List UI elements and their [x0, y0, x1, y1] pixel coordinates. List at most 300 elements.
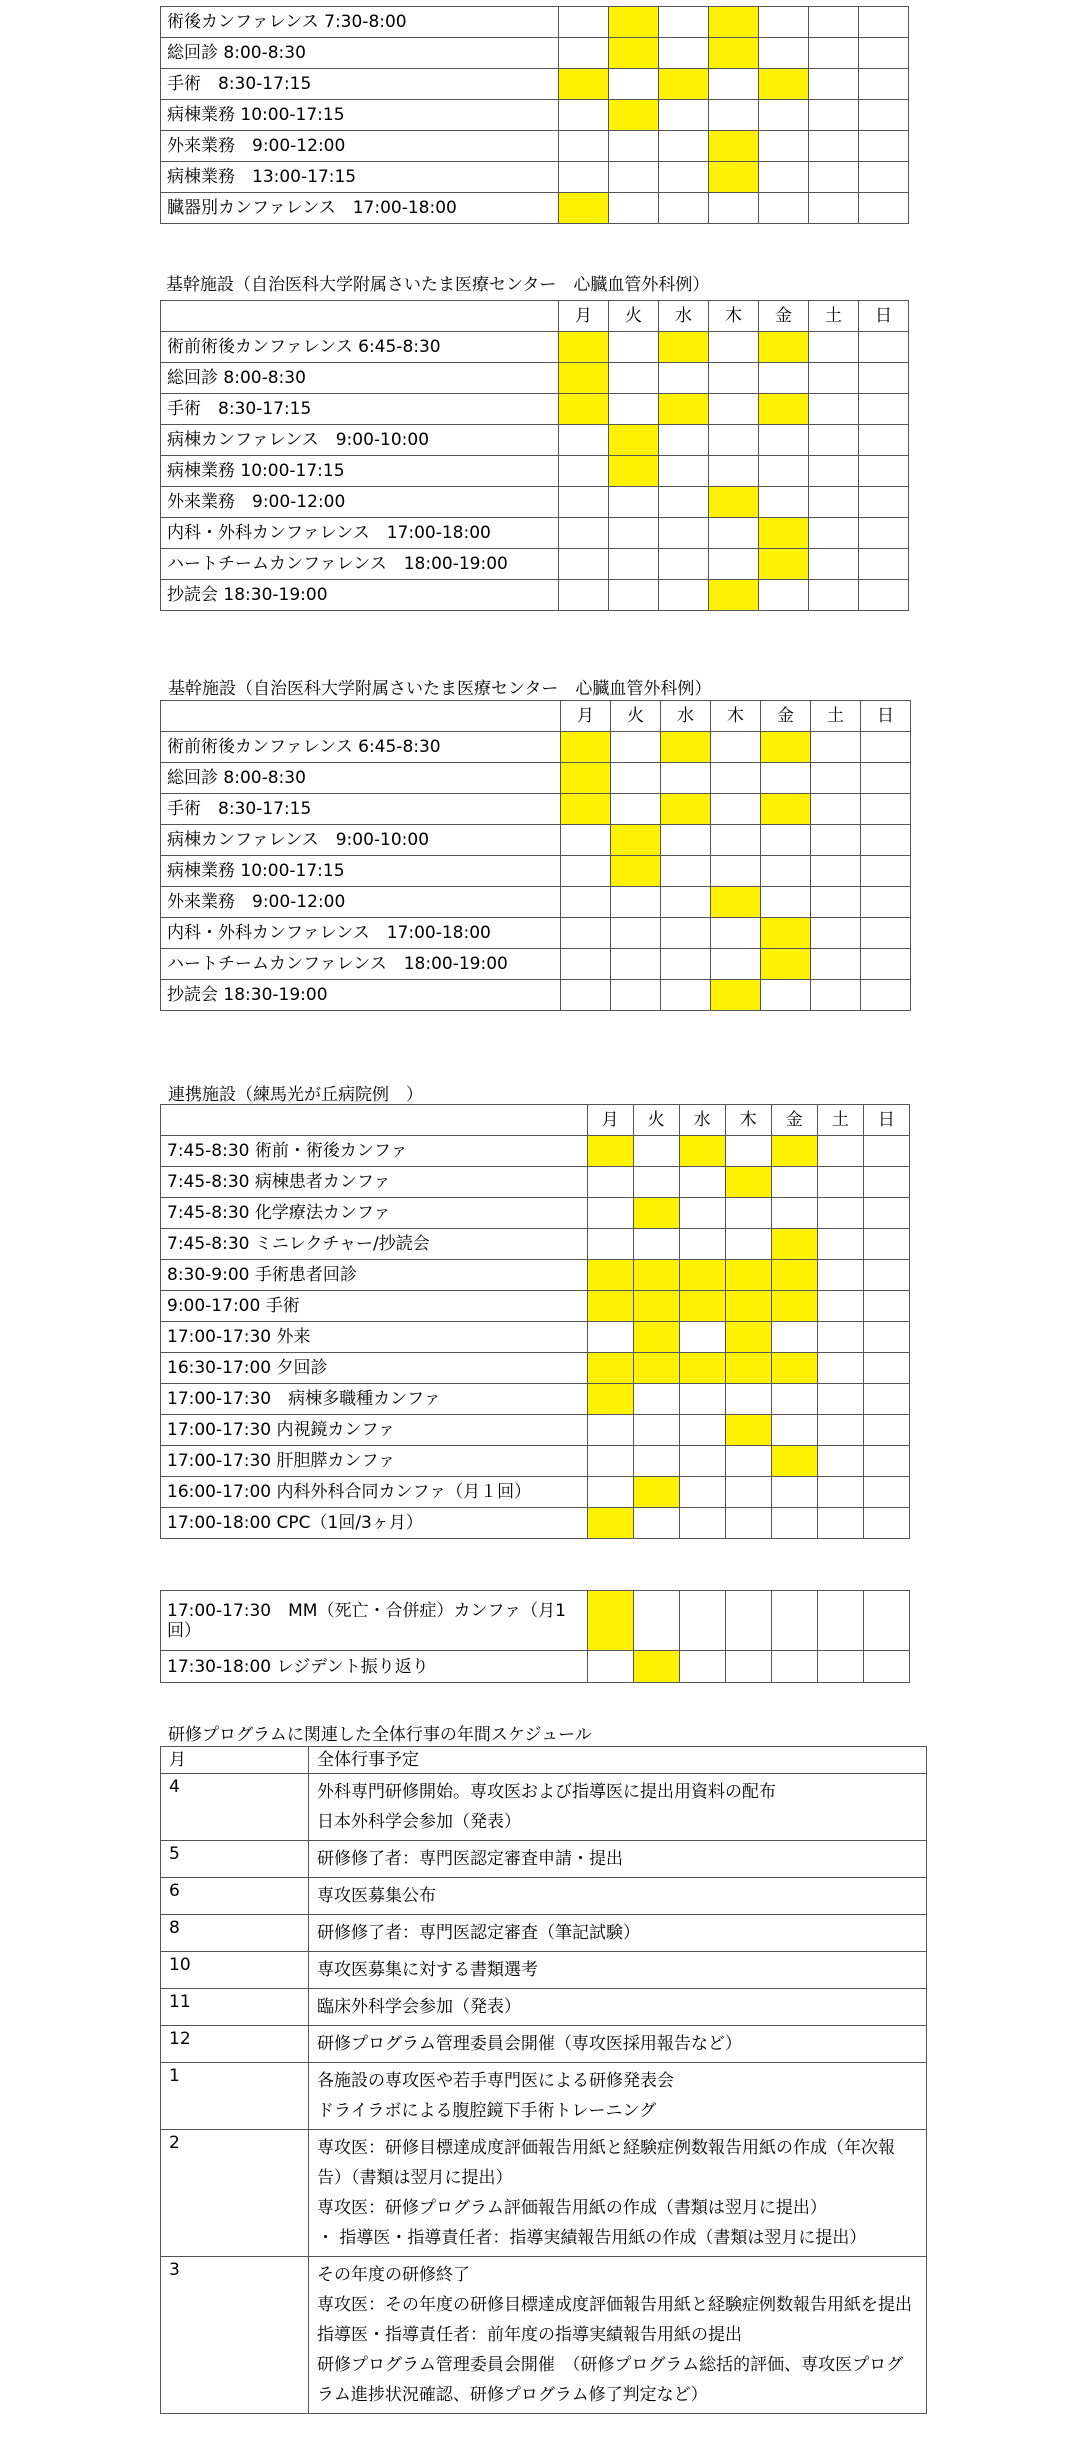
schedule-row	[161, 1167, 910, 1198]
day-cell	[633, 1167, 679, 1198]
day-cell	[811, 825, 861, 856]
schedule-row	[161, 332, 909, 363]
month-cell: 2	[161, 2130, 309, 2257]
weekday-header-row	[161, 1105, 910, 1136]
activity-label: 17:00-17:30 内視鏡カンファ	[161, 1415, 588, 1446]
day-cell	[759, 580, 809, 611]
day-cell	[817, 1415, 863, 1446]
day-cell	[561, 856, 611, 887]
annual-caption: 研修プログラムに関連した全体行事の年間スケジュール	[168, 1725, 592, 1745]
schedule-row	[161, 518, 909, 549]
day-cell	[725, 1136, 771, 1167]
schedule-row	[161, 1353, 910, 1384]
schedule-row	[161, 825, 911, 856]
annual-row	[161, 1878, 927, 1915]
day-cell	[609, 580, 659, 611]
scheduled-day-cell	[709, 580, 759, 611]
events-cell	[309, 1774, 927, 1841]
weekday-header: 金	[761, 701, 811, 732]
schedule-row	[161, 1229, 910, 1260]
schedule-row	[161, 1591, 910, 1651]
schedule-row	[161, 732, 911, 763]
day-cell	[725, 1508, 771, 1539]
day-cell	[633, 1415, 679, 1446]
day-cell	[809, 69, 859, 100]
day-cell	[759, 456, 809, 487]
day-cell	[811, 918, 861, 949]
day-cell	[709, 549, 759, 580]
activity-label: 臓器別カンファレンス 17:00-18:00	[161, 193, 559, 224]
day-cell	[709, 332, 759, 363]
schedule-table-2	[160, 300, 909, 611]
activity-label: 17:00-17:30 外来	[161, 1322, 588, 1353]
schedule-row	[161, 193, 909, 224]
day-cell	[771, 1415, 817, 1446]
scheduled-day-cell	[587, 1136, 633, 1167]
day-cell	[559, 456, 609, 487]
schedule-table-1	[160, 6, 909, 224]
day-cell	[661, 980, 711, 1011]
day-cell	[809, 7, 859, 38]
day-cell	[659, 162, 709, 193]
day-cell	[817, 1508, 863, 1539]
day-cell	[771, 1477, 817, 1508]
schedule-row	[161, 1260, 910, 1291]
weekday-header: 日	[863, 1105, 909, 1136]
scheduled-day-cell	[709, 162, 759, 193]
schedule-row	[161, 1198, 910, 1229]
annual-row	[161, 2130, 927, 2257]
day-cell	[559, 518, 609, 549]
day-cell	[659, 131, 709, 162]
event-item: 各施設の専攻医や若手専門医による研修発表会	[317, 2071, 674, 2091]
scheduled-day-cell	[709, 487, 759, 518]
scheduled-day-cell	[771, 1229, 817, 1260]
day-cell	[587, 1446, 633, 1477]
scheduled-day-cell	[561, 732, 611, 763]
day-cell	[561, 825, 611, 856]
activity-label: 総回診 8:00-8:30	[161, 363, 559, 394]
day-cell	[861, 794, 911, 825]
day-cell	[679, 1508, 725, 1539]
day-cell	[661, 887, 711, 918]
day-cell	[817, 1591, 863, 1651]
weekday-header-row	[161, 301, 909, 332]
day-cell	[817, 1384, 863, 1415]
day-cell	[709, 518, 759, 549]
schedule-row	[161, 794, 911, 825]
day-cell	[771, 1508, 817, 1539]
day-cell	[863, 1167, 909, 1198]
activity-label: 7:45-8:30 ミニレクチャー/抄読会	[161, 1229, 588, 1260]
schedule-row	[161, 487, 909, 518]
scheduled-day-cell	[725, 1353, 771, 1384]
activity-label: 病棟業務 10:00-17:15	[161, 456, 559, 487]
day-cell	[859, 193, 909, 224]
day-cell	[679, 1322, 725, 1353]
day-cell	[633, 1446, 679, 1477]
activity-label: 術前術後カンファレンス 6:45-8:30	[161, 732, 561, 763]
scheduled-day-cell	[633, 1322, 679, 1353]
day-cell	[861, 763, 911, 794]
annual-row	[161, 1915, 927, 1952]
schedule-row	[161, 1384, 910, 1415]
scheduled-day-cell	[771, 1446, 817, 1477]
day-cell	[611, 794, 661, 825]
day-cell	[817, 1136, 863, 1167]
event-item: 専攻医募集に対する書類選考	[317, 1960, 538, 1980]
month-cell: 5	[161, 1841, 309, 1878]
scheduled-day-cell	[633, 1198, 679, 1229]
activity-label: 8:30-9:00 手術患者回診	[161, 1260, 588, 1291]
day-cell	[609, 394, 659, 425]
scheduled-day-cell	[761, 949, 811, 980]
day-cell	[709, 394, 759, 425]
day-cell	[559, 580, 609, 611]
scheduled-day-cell	[679, 1353, 725, 1384]
schedule-caption-4: 連携施設（練馬光が丘病院例 ）	[168, 1085, 423, 1105]
schedule-row	[161, 918, 911, 949]
day-cell	[861, 980, 911, 1011]
day-cell	[661, 825, 711, 856]
weekday-header: 月	[559, 301, 609, 332]
day-cell	[817, 1260, 863, 1291]
activity-label: 7:45-8:30 化学療法カンファ	[161, 1198, 588, 1229]
events-header: 全体行事予定	[309, 1747, 927, 1774]
schedule-row	[161, 763, 911, 794]
day-cell	[633, 1508, 679, 1539]
header-blank-cell	[161, 1105, 588, 1136]
schedule-row	[161, 1651, 910, 1683]
annual-row	[161, 1774, 927, 1841]
day-cell	[659, 549, 709, 580]
scheduled-day-cell	[587, 1291, 633, 1322]
weekday-header: 日	[859, 301, 909, 332]
schedule-row	[161, 38, 909, 69]
scheduled-day-cell	[725, 1260, 771, 1291]
day-cell	[811, 949, 861, 980]
scheduled-day-cell	[711, 887, 761, 918]
day-cell	[559, 549, 609, 580]
scheduled-day-cell	[761, 794, 811, 825]
day-cell	[859, 100, 909, 131]
day-cell	[809, 487, 859, 518]
day-cell	[725, 1651, 771, 1683]
day-cell	[561, 949, 611, 980]
scheduled-day-cell	[759, 518, 809, 549]
event-item: 指導医・指導責任者：前年度の指導実績報告用紙の提出	[317, 2325, 742, 2345]
day-cell	[771, 1198, 817, 1229]
day-cell	[863, 1198, 909, 1229]
day-cell	[811, 794, 861, 825]
day-cell	[587, 1651, 633, 1683]
scheduled-day-cell	[771, 1136, 817, 1167]
scheduled-day-cell	[609, 100, 659, 131]
scheduled-day-cell	[679, 1260, 725, 1291]
day-cell	[809, 518, 859, 549]
day-cell	[711, 949, 761, 980]
activity-label: 術後カンファレンス 7:30-8:00	[161, 7, 559, 38]
weekday-header: 月	[587, 1105, 633, 1136]
day-cell	[759, 7, 809, 38]
day-cell	[633, 1136, 679, 1167]
day-cell	[771, 1167, 817, 1198]
day-cell	[709, 363, 759, 394]
day-cell	[761, 980, 811, 1011]
day-cell	[859, 394, 909, 425]
day-cell	[659, 425, 709, 456]
day-cell	[863, 1322, 909, 1353]
day-cell	[559, 425, 609, 456]
events-cell	[309, 1878, 927, 1915]
day-cell	[725, 1446, 771, 1477]
day-cell	[761, 856, 811, 887]
day-cell	[809, 394, 859, 425]
day-cell	[863, 1291, 909, 1322]
day-cell	[609, 487, 659, 518]
day-cell	[725, 1591, 771, 1651]
day-cell	[661, 763, 711, 794]
day-cell	[771, 1384, 817, 1415]
scheduled-day-cell	[587, 1260, 633, 1291]
day-cell	[679, 1384, 725, 1415]
day-cell	[679, 1651, 725, 1683]
day-cell	[611, 980, 661, 1011]
schedule-row	[161, 549, 909, 580]
scheduled-day-cell	[771, 1291, 817, 1322]
day-cell	[561, 980, 611, 1011]
day-cell	[811, 732, 861, 763]
activity-label: 手術 8:30-17:15	[161, 69, 559, 100]
day-cell	[863, 1415, 909, 1446]
activity-label: 17:30-18:00 レジデント振り返り	[161, 1651, 588, 1683]
day-cell	[859, 549, 909, 580]
annual-header-row	[161, 1747, 927, 1774]
day-cell	[817, 1477, 863, 1508]
day-cell	[559, 7, 609, 38]
schedule-table-4	[160, 1104, 910, 1539]
day-cell	[863, 1353, 909, 1384]
day-cell	[587, 1198, 633, 1229]
event-item: 専攻医募集公布	[317, 1886, 436, 1906]
day-cell	[809, 100, 859, 131]
day-cell	[587, 1415, 633, 1446]
activity-label: 16:00-17:00 内科外科合同カンファ（月１回）	[161, 1477, 588, 1508]
activity-label: 抄読会 18:30-19:00	[161, 980, 561, 1011]
day-cell	[609, 549, 659, 580]
day-cell	[809, 456, 859, 487]
event-item: 研修修了者：専門医認定審査（筆記試験）	[317, 1923, 640, 1943]
scheduled-day-cell	[759, 394, 809, 425]
scheduled-day-cell	[679, 1291, 725, 1322]
activity-label: 抄読会 18:30-19:00	[161, 580, 559, 611]
schedule-row	[161, 425, 909, 456]
scheduled-day-cell	[609, 7, 659, 38]
header-blank-cell	[161, 301, 559, 332]
day-cell	[679, 1167, 725, 1198]
day-cell	[817, 1322, 863, 1353]
activity-label: ハートチームカンファレンス 18:00-19:00	[161, 549, 559, 580]
header-blank-cell	[161, 701, 561, 732]
scheduled-day-cell	[679, 1136, 725, 1167]
weekday-header: 土	[817, 1105, 863, 1136]
activity-label: 内科・外科カンファレンス 17:00-18:00	[161, 518, 559, 549]
weekday-header: 火	[633, 1105, 679, 1136]
schedule-row	[161, 1136, 910, 1167]
day-cell	[809, 162, 859, 193]
day-cell	[863, 1591, 909, 1651]
day-cell	[811, 763, 861, 794]
day-cell	[859, 425, 909, 456]
scheduled-day-cell	[587, 1353, 633, 1384]
scheduled-day-cell	[609, 456, 659, 487]
day-cell	[771, 1591, 817, 1651]
day-cell	[771, 1651, 817, 1683]
schedule-row	[161, 1415, 910, 1446]
day-cell	[759, 487, 809, 518]
day-cell	[809, 193, 859, 224]
day-cell	[659, 580, 709, 611]
day-cell	[611, 763, 661, 794]
scheduled-day-cell	[759, 69, 809, 100]
scheduled-day-cell	[633, 1477, 679, 1508]
schedule-row	[161, 580, 909, 611]
day-cell	[809, 332, 859, 363]
annual-row	[161, 2257, 927, 2414]
scheduled-day-cell	[609, 425, 659, 456]
activity-label: 総回診 8:00-8:30	[161, 763, 561, 794]
day-cell	[559, 487, 609, 518]
day-cell	[559, 162, 609, 193]
day-cell	[633, 1229, 679, 1260]
annual-row	[161, 2063, 927, 2130]
schedule-row	[161, 949, 911, 980]
day-cell	[861, 732, 911, 763]
scheduled-day-cell	[559, 363, 609, 394]
event-item: 専攻医：その年度の研修目標達成度評価報告用紙と経験症例数報告用紙を提出	[317, 2295, 912, 2315]
day-cell	[759, 162, 809, 193]
day-cell	[609, 131, 659, 162]
activity-label: 病棟業務 13:00-17:15	[161, 162, 559, 193]
day-cell	[659, 518, 709, 549]
day-cell	[759, 38, 809, 69]
day-cell	[659, 456, 709, 487]
schedule-row	[161, 1508, 910, 1539]
activity-label: 17:00-17:30 肝胆膵カンファ	[161, 1446, 588, 1477]
day-cell	[759, 100, 809, 131]
scheduled-day-cell	[725, 1291, 771, 1322]
day-cell	[811, 856, 861, 887]
scheduled-day-cell	[725, 1322, 771, 1353]
scheduled-day-cell	[587, 1591, 633, 1651]
day-cell	[709, 456, 759, 487]
activity-label: 外来業務 9:00-12:00	[161, 487, 559, 518]
day-cell	[661, 918, 711, 949]
event-item: 研修プログラム管理委員会開催 （研修プログラム総括的評価、専攻医プログラム進捗状況確認、研修プログラム修了判定など）	[317, 2355, 904, 2405]
scheduled-day-cell	[709, 38, 759, 69]
scheduled-day-cell	[633, 1260, 679, 1291]
day-cell	[809, 425, 859, 456]
schedule-row	[161, 1477, 910, 1508]
activity-label: 7:45-8:30 術前・術後カンファ	[161, 1136, 588, 1167]
day-cell	[859, 332, 909, 363]
scheduled-day-cell	[759, 549, 809, 580]
weekday-header: 日	[861, 701, 911, 732]
day-cell	[771, 1322, 817, 1353]
day-cell	[609, 332, 659, 363]
event-item: ドライラボによる腹腔鏡下手術トレーニング	[317, 2101, 657, 2121]
schedule-caption-2: 基幹施設（自治医科大学附属さいたま医療センター 心臓血管外科例）	[166, 275, 710, 295]
day-cell	[859, 363, 909, 394]
day-cell	[811, 980, 861, 1011]
day-cell	[609, 69, 659, 100]
activity-label: 手術 8:30-17:15	[161, 794, 561, 825]
weekday-header: 土	[811, 701, 861, 732]
day-cell	[659, 363, 709, 394]
schedule-row	[161, 456, 909, 487]
day-cell	[609, 193, 659, 224]
day-cell	[559, 38, 609, 69]
day-cell	[859, 69, 909, 100]
schedule-row	[161, 1446, 910, 1477]
day-cell	[661, 856, 711, 887]
day-cell	[859, 518, 909, 549]
schedule-row	[161, 394, 909, 425]
activity-label: 総回診 8:00-8:30	[161, 38, 559, 69]
day-cell	[609, 363, 659, 394]
schedule-row	[161, 69, 909, 100]
day-cell	[817, 1291, 863, 1322]
annual-schedule-table	[160, 1746, 927, 2414]
events-cell	[309, 2063, 927, 2130]
scheduled-day-cell	[761, 732, 811, 763]
scheduled-day-cell	[661, 732, 711, 763]
annual-row	[161, 1841, 927, 1878]
day-cell	[711, 918, 761, 949]
month-header: 月	[161, 1747, 309, 1774]
day-cell	[709, 69, 759, 100]
day-cell	[659, 193, 709, 224]
weekday-header: 月	[561, 701, 611, 732]
day-cell	[863, 1384, 909, 1415]
month-cell: 4	[161, 1774, 309, 1841]
day-cell	[859, 7, 909, 38]
day-cell	[809, 131, 859, 162]
day-cell	[725, 1229, 771, 1260]
schedule-table-5	[160, 1590, 910, 1683]
events-cell	[309, 1841, 927, 1878]
month-cell: 3	[161, 2257, 309, 2414]
activity-label: 7:45-8:30 病棟患者カンファ	[161, 1167, 588, 1198]
day-cell	[859, 162, 909, 193]
events-cell	[309, 2130, 927, 2257]
day-cell	[761, 825, 811, 856]
day-cell	[859, 38, 909, 69]
weekday-header: 土	[809, 301, 859, 332]
weekday-header: 木	[709, 301, 759, 332]
schedule-row	[161, 887, 911, 918]
scheduled-day-cell	[633, 1353, 679, 1384]
day-cell	[809, 580, 859, 611]
activity-label: 術前術後カンファレンス 6:45-8:30	[161, 332, 559, 363]
day-cell	[633, 1591, 679, 1651]
day-cell	[809, 549, 859, 580]
day-cell	[611, 887, 661, 918]
day-cell	[561, 918, 611, 949]
weekday-header: 水	[659, 301, 709, 332]
activity-label: 病棟カンファレンス 9:00-10:00	[161, 425, 559, 456]
day-cell	[863, 1446, 909, 1477]
